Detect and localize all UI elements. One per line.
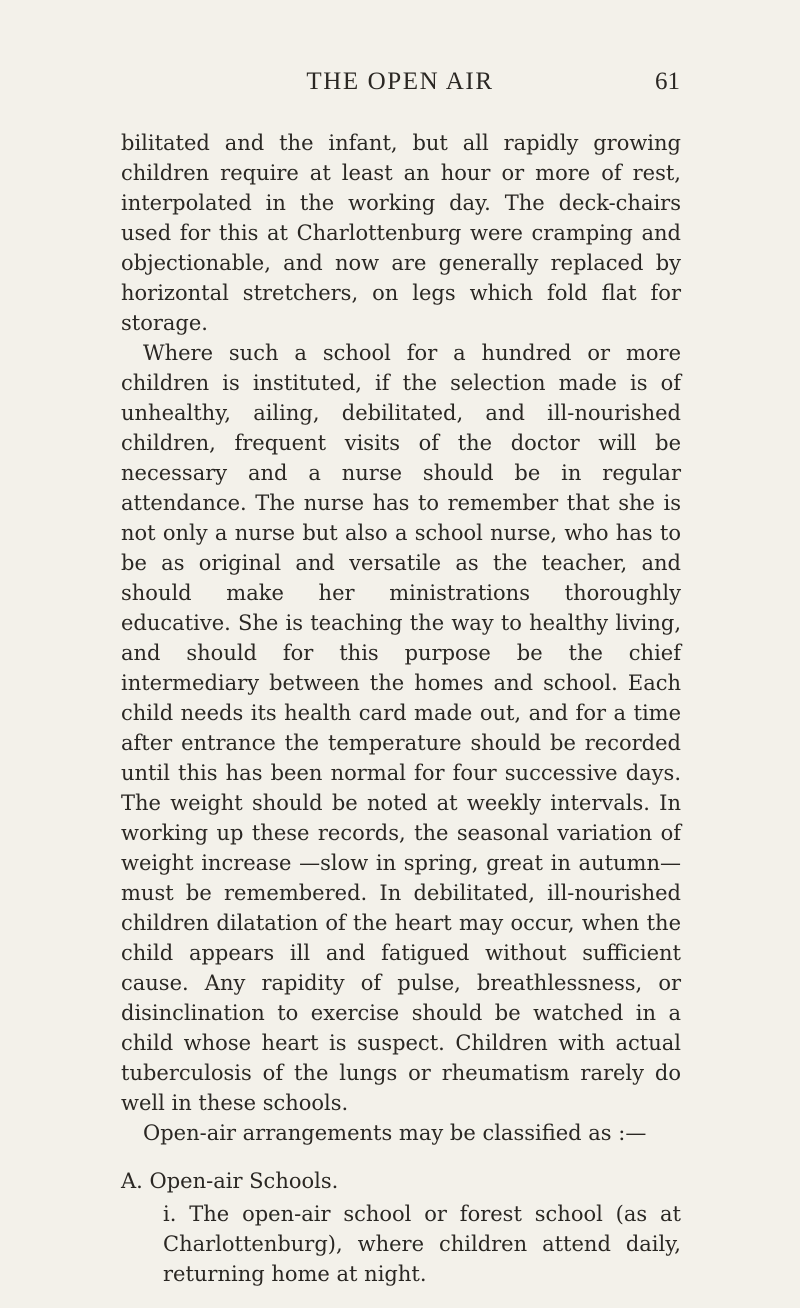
page-number: 61 <box>655 68 680 95</box>
body-text <box>121 128 681 1289</box>
paragraph-classification: Open-air arrangements may be classified as :— <box>143 1121 647 1145</box>
list-item: i. The open-air school or forest school (as at Charlottenburg), where children attend daily, returning home at night. <box>163 1202 681 1286</box>
paragraph-continuation: bilitated and the infant, but all rapidly growing children require at least an hour or more of rest, interpolated in the working day. The deck-chairs used for this at Charlottenburg were cramping and objectionable, and now are generally replaced by horizontal stretchers, on legs which fold flat for storage. <box>121 131 681 335</box>
section-heading: A. Open-air Schools. <box>121 1169 339 1193</box>
running-head: THE OPEN AIR <box>306 68 494 95</box>
page-header <box>120 68 680 104</box>
paragraph-school-nurse: Where such a school for a hundred or more children is instituted, if the selection made is of unhealthy, ailing, debilitated, and ill-nourished children, frequent visits of the doctor will be necessary and a nurse should be in regular attendance. The nurse has to remember that she is not only a nurse but also a school nurse, who has to be as original and versatile as the teacher, and should make her ministrations thoroughly educative. She is teaching the way to healthy living, and should for this purpose be the chief intermediary between the homes and school. Each child needs its health card made out, and for a time after entrance the temperature should be recorded until this has been normal for four successive days. The weight should be noted at weekly intervals. In working up these records, the seasonal variation of weight increase —slow in spring, great in autumn—must be remembered. In debilitated, ill-nourished children dilatation of the heart may occur, when the child appears ill and fatigued without sufficient cause. Any rapidity of pulse, breathlessness, or disinclination to exercise should be watched in a child whose heart is suspect. Children with actual tuberculosis of the lungs or rheumatism rarely do well in these schools. <box>121 341 681 1115</box>
